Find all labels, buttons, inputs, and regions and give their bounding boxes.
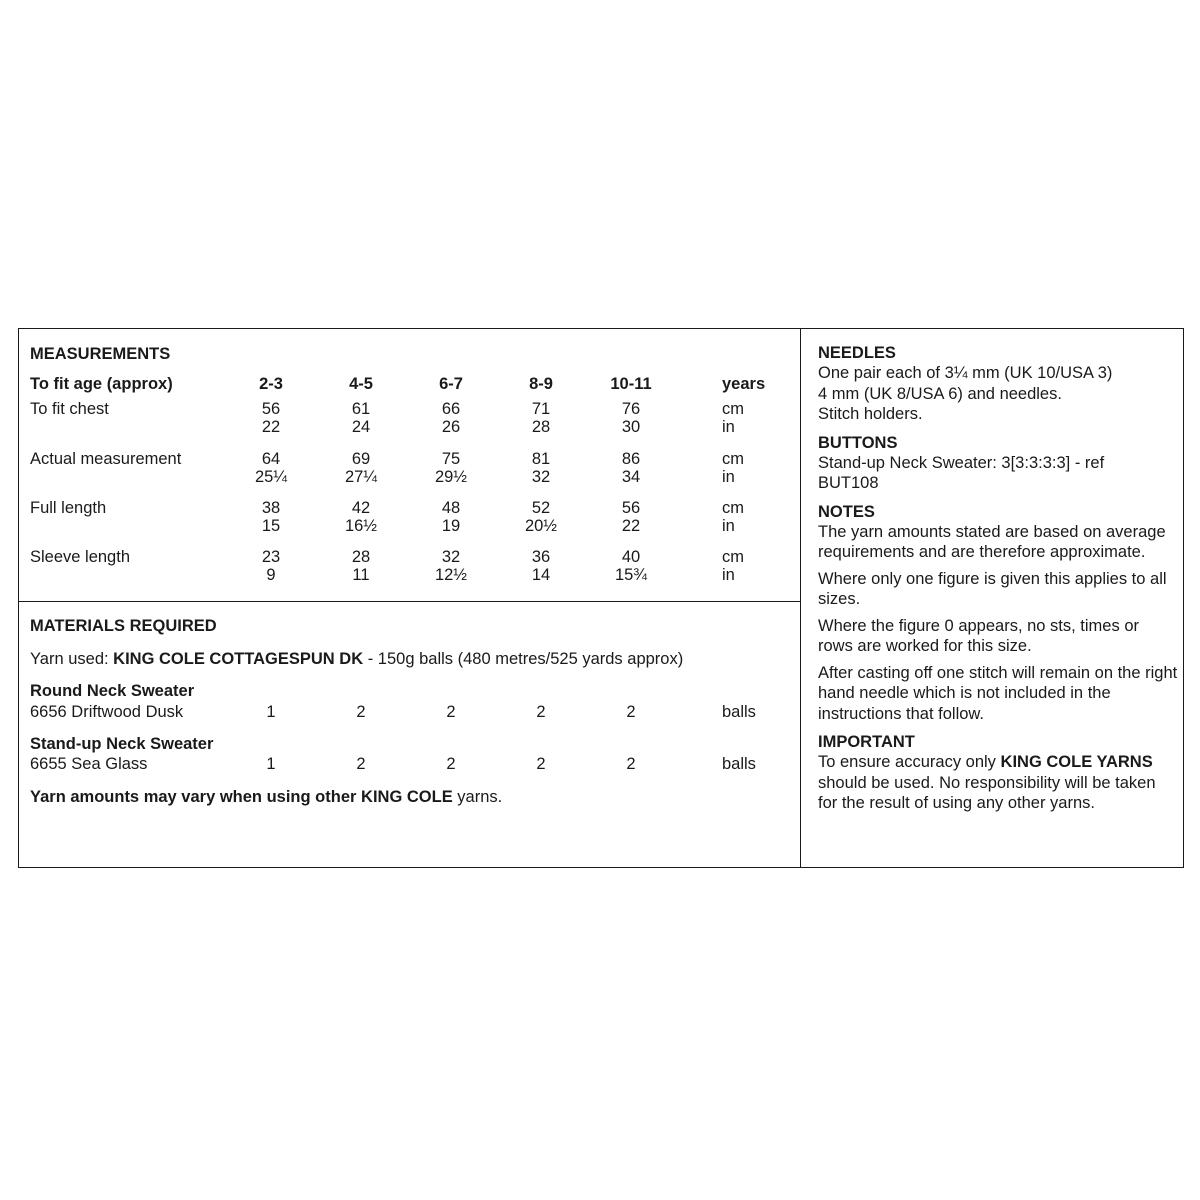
cell-in: 30 bbox=[621, 418, 641, 436]
buttons-title: BUTTONS bbox=[818, 433, 898, 452]
important-section bbox=[818, 732, 1178, 814]
ball-unit: balls bbox=[722, 755, 756, 773]
note-paragraph: Where the figure 0 appears, no sts, times or rows are worked for this size. bbox=[818, 616, 1139, 655]
buttons-line: Stand-up Neck Sweater: 3[3:3:3:3] - ref bbox=[818, 453, 1105, 472]
yarn-suffix: - 150g balls (480 metres/525 yards approx) bbox=[367, 650, 684, 668]
cell-cm: 76 bbox=[621, 400, 641, 418]
ball-count: 2 bbox=[626, 703, 636, 721]
cell-cm: 69 bbox=[351, 450, 371, 468]
item-heading: Stand-up Neck Sweater bbox=[30, 735, 214, 753]
yarn-name: KING COLE COTTAGESPUN DK bbox=[113, 650, 364, 668]
unit-in: in bbox=[722, 517, 735, 535]
ball-count: 2 bbox=[446, 703, 456, 721]
ball-count: 2 bbox=[356, 755, 366, 773]
age-col: 6-7 bbox=[439, 375, 463, 393]
important-text bbox=[818, 752, 1178, 814]
row-label: Sleeve length bbox=[30, 548, 130, 566]
yarn-note bbox=[30, 787, 502, 807]
notes-section bbox=[818, 502, 1178, 725]
cell-in: 27¼ bbox=[344, 468, 378, 486]
measurements-title: MEASUREMENTS bbox=[30, 345, 171, 363]
cell-cm: 81 bbox=[531, 450, 551, 468]
cell-in: 14 bbox=[531, 566, 551, 584]
cell-in: 12½ bbox=[434, 566, 468, 584]
ball-count: 2 bbox=[626, 755, 636, 773]
notes-title: NOTES bbox=[818, 502, 875, 521]
age-label: To fit age (approx) bbox=[30, 375, 173, 393]
unit-cm: cm bbox=[722, 400, 744, 418]
cell-in: 26 bbox=[441, 418, 461, 436]
cell-in: 25¼ bbox=[254, 468, 288, 486]
needles-section bbox=[818, 343, 1178, 425]
age-unit: years bbox=[722, 375, 766, 393]
cell-in: 34 bbox=[621, 468, 641, 486]
important-title: IMPORTANT bbox=[818, 733, 915, 751]
cell-in: 32 bbox=[531, 468, 551, 486]
unit-cm: cm bbox=[722, 499, 744, 517]
horizontal-divider bbox=[19, 601, 800, 602]
needles-line: 4 mm (UK 8/USA 6) and needles. bbox=[818, 384, 1062, 403]
cell-cm: 66 bbox=[441, 400, 461, 418]
yarn-used-line bbox=[30, 649, 683, 669]
cell-in: 20½ bbox=[524, 517, 558, 535]
cell-cm: 32 bbox=[441, 548, 461, 566]
cell-cm: 75 bbox=[441, 450, 461, 468]
unit-cm: cm bbox=[722, 450, 744, 468]
note-paragraph: The yarn amounts stated are based on average requirements and are therefore approximate. bbox=[818, 522, 1166, 561]
note-brand: KING COLE bbox=[361, 788, 453, 806]
age-col: 4-5 bbox=[349, 375, 373, 393]
buttons-line: BUT108 bbox=[818, 474, 879, 492]
age-col: 8-9 bbox=[529, 375, 553, 393]
cell-in: 15¾ bbox=[614, 566, 648, 584]
cell-cm: 23 bbox=[261, 548, 281, 566]
cell-in: 19 bbox=[441, 517, 461, 535]
cell-in: 22 bbox=[261, 418, 281, 436]
cell-cm: 40 bbox=[621, 548, 641, 566]
unit-in: in bbox=[722, 468, 735, 486]
ball-count: 1 bbox=[266, 703, 276, 721]
cell-in: 22 bbox=[621, 517, 641, 535]
note-paragraph: Where only one figure is given this applies to all sizes. bbox=[818, 569, 1167, 608]
unit-cm: cm bbox=[722, 548, 744, 566]
needles-title: NEEDLES bbox=[818, 344, 896, 362]
cell-cm: 61 bbox=[351, 400, 371, 418]
cell-cm: 28 bbox=[351, 548, 371, 566]
age-col: 2-3 bbox=[259, 375, 283, 393]
ball-count: 2 bbox=[356, 703, 366, 721]
ball-count: 1 bbox=[266, 755, 276, 773]
row-label: Full length bbox=[30, 499, 107, 517]
ball-count: 2 bbox=[536, 703, 546, 721]
important-end: should be used. No responsibility will be taken for the result of using any other yarns. bbox=[818, 773, 1156, 812]
ball-count: 2 bbox=[536, 755, 546, 773]
yarn-prefix: Yarn used: bbox=[30, 650, 109, 668]
cell-cm: 71 bbox=[531, 400, 551, 418]
needles-line: One pair each of 3¼ mm (UK 10/USA 3) bbox=[818, 364, 1113, 382]
ball-count: 2 bbox=[446, 755, 456, 773]
cell-in: 29½ bbox=[434, 468, 468, 486]
cell-cm: 52 bbox=[531, 499, 551, 517]
cell-cm: 64 bbox=[261, 450, 281, 468]
cell-cm: 42 bbox=[351, 499, 371, 517]
unit-in: in bbox=[722, 566, 735, 584]
row-label: Actual measurement bbox=[30, 450, 182, 468]
item-shade: 6656 Driftwood Dusk bbox=[30, 703, 184, 721]
note-start: Yarn amounts may vary when using other bbox=[30, 788, 357, 806]
important-brand: KING COLE YARNS bbox=[1000, 753, 1153, 771]
cell-in: 16½ bbox=[344, 517, 378, 535]
age-col: 10-11 bbox=[610, 375, 652, 393]
cell-in: 15 bbox=[261, 517, 281, 535]
cell-cm: 56 bbox=[261, 400, 281, 418]
cell-cm: 48 bbox=[441, 499, 461, 517]
cell-in: 9 bbox=[266, 566, 276, 584]
buttons-section bbox=[818, 433, 1178, 494]
row-label: To fit chest bbox=[30, 400, 109, 418]
note-paragraph: After casting off one stitch will remain on the right hand needle which is not included in the instructions that follow. bbox=[818, 663, 1178, 723]
cell-cm: 36 bbox=[531, 548, 551, 566]
needles-line: Stitch holders. bbox=[818, 405, 923, 423]
materials-title: MATERIALS REQUIRED bbox=[30, 617, 217, 635]
pattern-info-panel bbox=[18, 328, 1184, 868]
right-column bbox=[818, 343, 1178, 822]
important-start: To ensure accuracy only bbox=[818, 753, 996, 771]
ball-unit: balls bbox=[722, 703, 756, 721]
cell-cm: 86 bbox=[621, 450, 641, 468]
cell-cm: 56 bbox=[621, 499, 641, 517]
item-heading: Round Neck Sweater bbox=[30, 682, 195, 700]
cell-in: 28 bbox=[531, 418, 551, 436]
vertical-divider bbox=[800, 329, 801, 867]
cell-in: 11 bbox=[352, 566, 370, 584]
unit-in: in bbox=[722, 418, 735, 436]
item-shade: 6655 Sea Glass bbox=[30, 755, 148, 773]
cell-cm: 38 bbox=[261, 499, 281, 517]
cell-in: 24 bbox=[351, 418, 371, 436]
note-end: yarns. bbox=[457, 788, 503, 806]
